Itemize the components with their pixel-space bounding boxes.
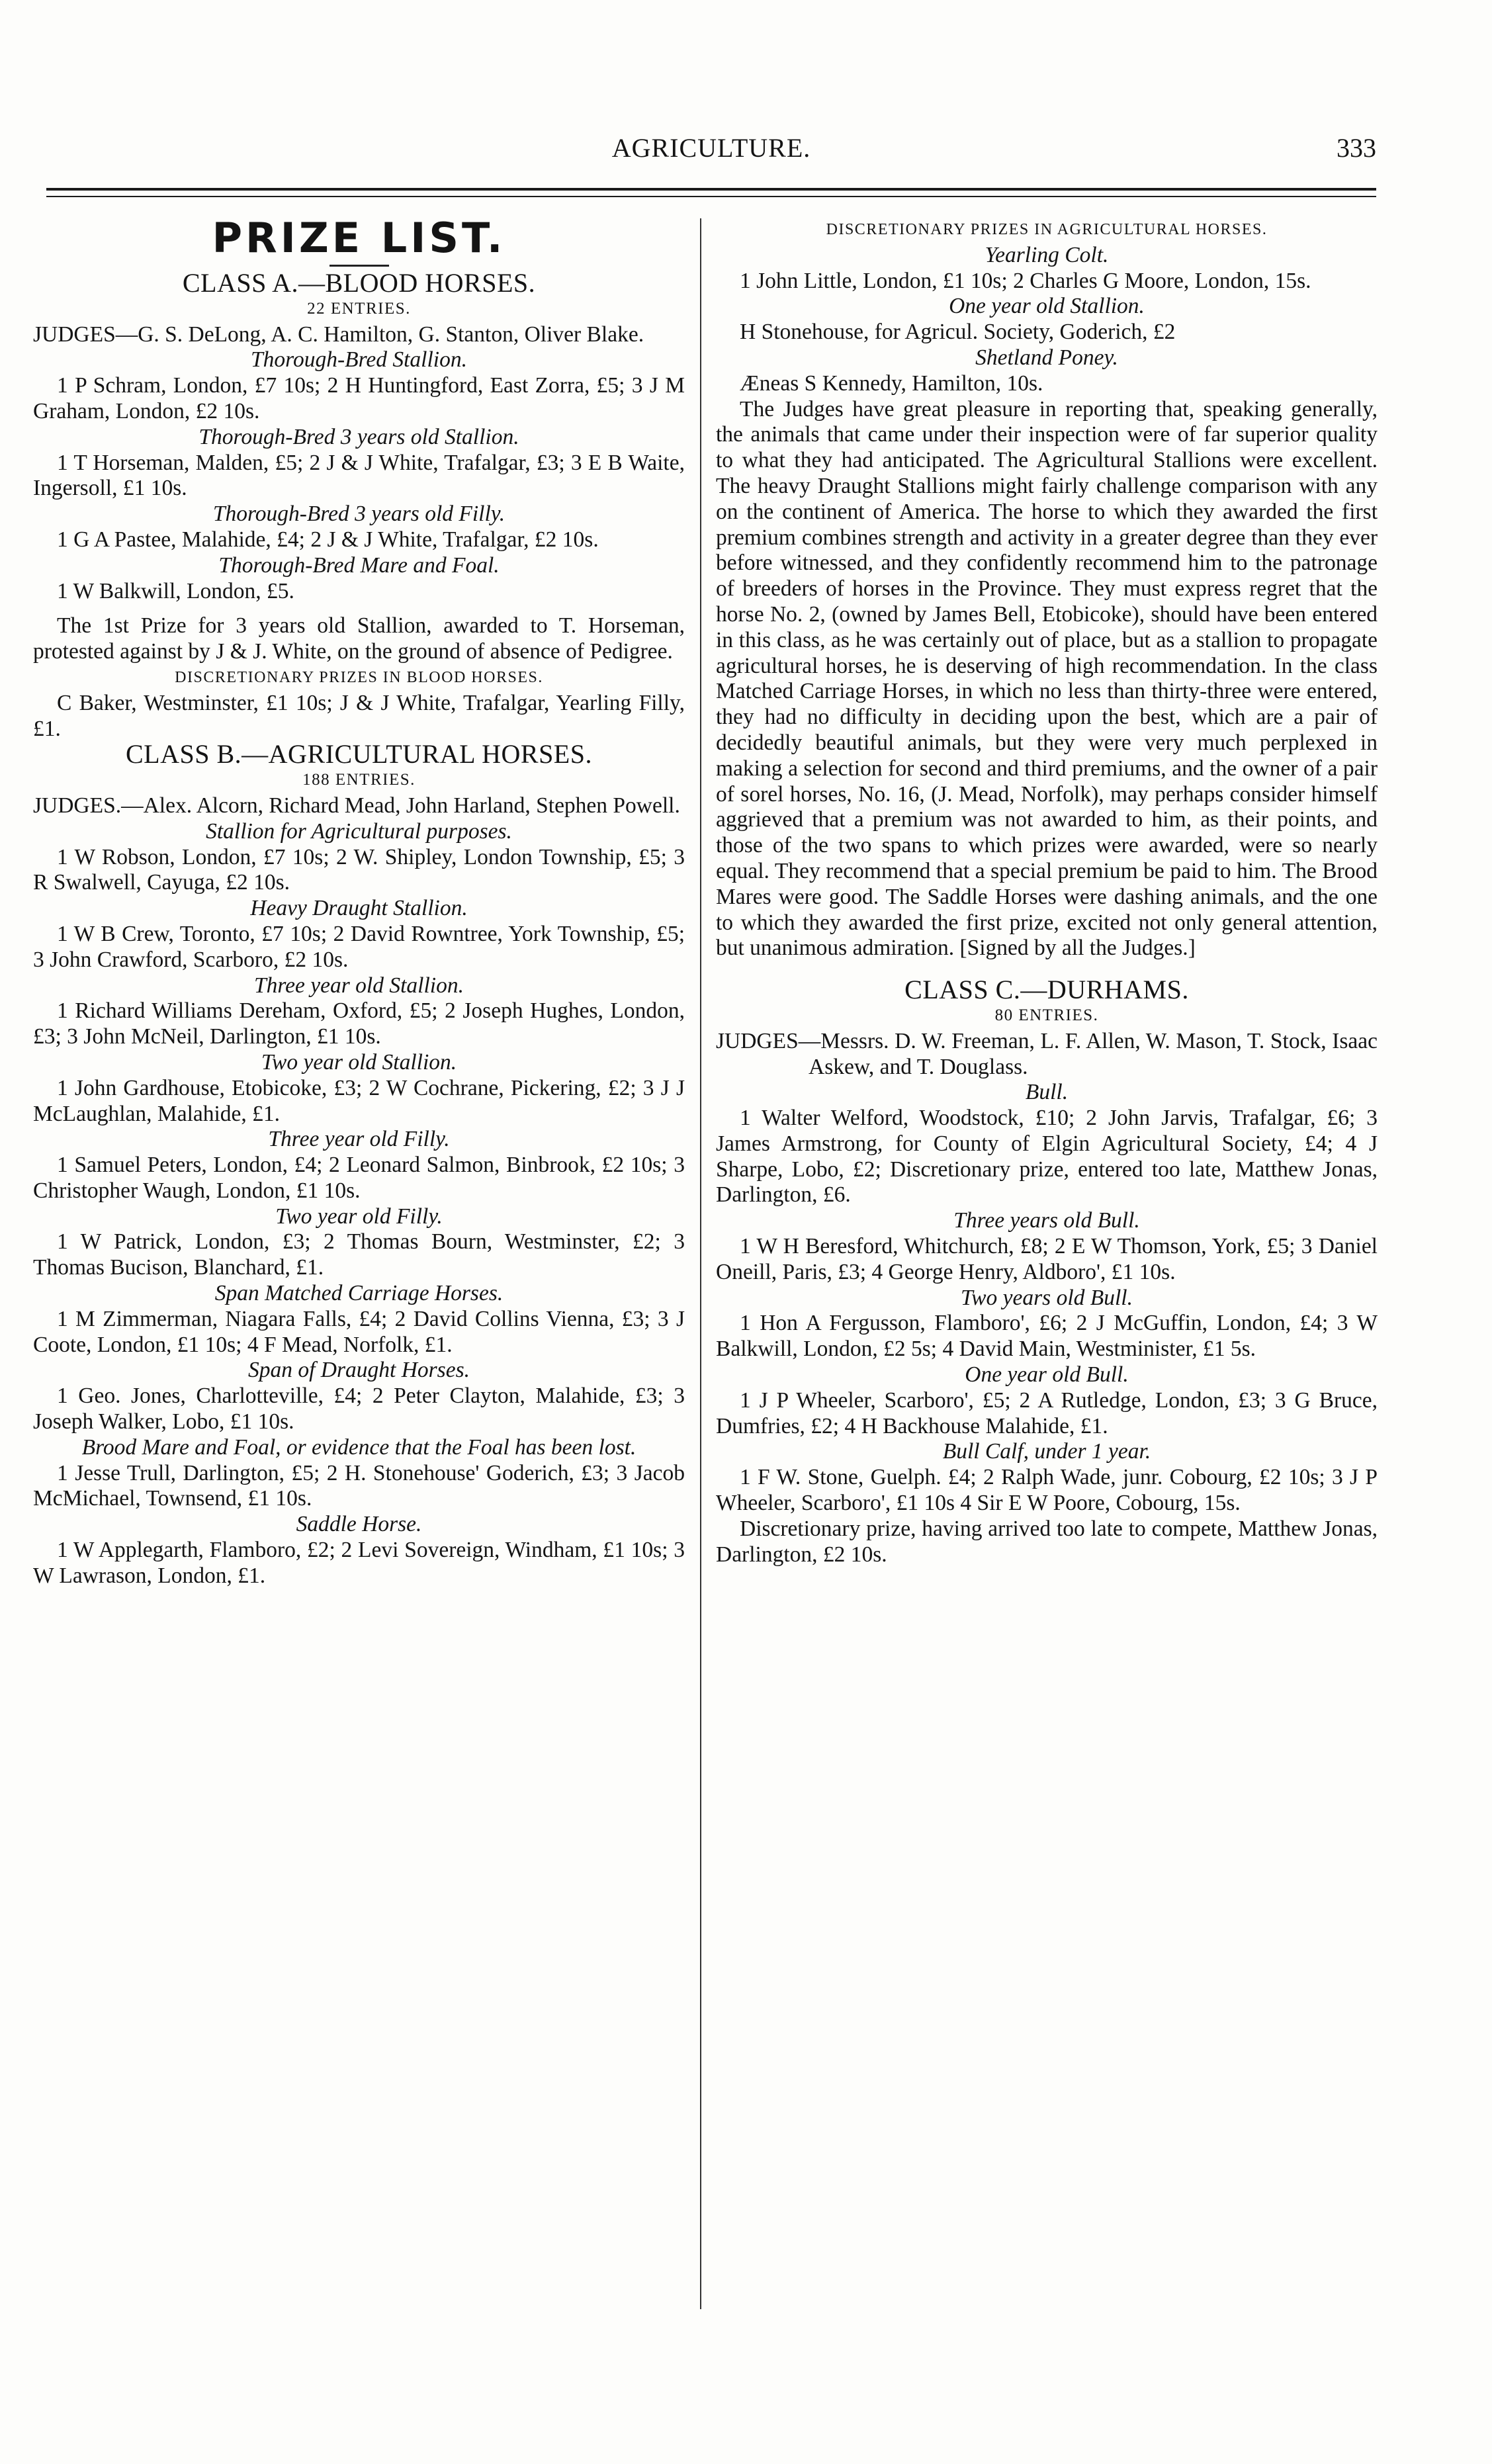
- subheading: Stallion for Agricultural purposes.: [206, 818, 512, 844]
- class-a-entries: 22 ENTRIES.: [307, 299, 411, 318]
- prize-entry: 1 W H Beresford, Whitchurch, £8; 2 E W Thomson, York, £5; 3 Daniel Oneill, Paris, £3; 4 George Henry, Aldboro', £1 10s.: [716, 1234, 1378, 1284]
- left-column: [33, 212, 685, 1589]
- page-number: 333: [1337, 133, 1376, 163]
- subheading: Two year old Filly.: [275, 1204, 443, 1229]
- class-a-heading: CLASS A.—BLOOD HORSES.: [182, 268, 536, 298]
- prize-entry: 1 M Zimmerman, Niagara Falls, £4; 2 David Collins Vienna, £3; 3 J Coote, London, £1 10s; 4 F Mead, Norfolk, £1.: [33, 1306, 685, 1357]
- prize-entry: 1 Hon A Fergusson, Flamboro', £6; 2 J McGuffin, London, £4; 3 W Balkwill, London, £2 5s; 4 David Main, Westminister, £1 5s.: [716, 1311, 1378, 1362]
- prize-entry: 1 W Patrick, London, £3; 2 Thomas Bourn, Westminster, £2; 3 Thomas Bucison, Blanchard, £1.: [33, 1229, 685, 1280]
- prize-entry: Æneas S Kennedy, Hamilton, 10s.: [740, 371, 1043, 396]
- prize-entry: 1 Walter Welford, Woodstock, £10; 2 John Jarvis, Trafalgar, £6; 3 James Armstrong, for County of Elgin Agricultural Society, £4; 4 J Sharpe, Lobo, £2; Discretionary prize, entered too late, Matthew Jonas, Darlington, £6.: [716, 1106, 1378, 1208]
- prize-entry: 1 Samuel Peters, London, £4; 2 Leonard Salmon, Binbrook, £2 10s; 3 Christopher Waugh, London, £1 10s.: [33, 1153, 685, 1203]
- subheading: Two years old Bull.: [961, 1285, 1133, 1310]
- prize-entry: 1 Richard Williams Dereham, Oxford, £5; 2 Joseph Hughes, London, £3; 3 John McNeil, Darlington, £1 10s.: [33, 998, 685, 1049]
- subheading: One year old Stallion.: [949, 294, 1145, 319]
- subheading: One year old Bull.: [965, 1362, 1129, 1387]
- subheading: Thorough-Bred Stallion.: [251, 347, 467, 373]
- subheading: Thorough-Bred 3 years old Filly.: [212, 502, 505, 527]
- subheading: Span of Draught Horses.: [247, 1358, 470, 1383]
- subheading: Shetland Poney.: [975, 345, 1118, 370]
- subheading: Three years old Bull.: [953, 1208, 1140, 1233]
- prize-entry: 1 P Schram, London, £7 10s; 2 H Huntingford, East Zorra, £5; 3 J M Graham, London, £2 10s.: [33, 373, 685, 423]
- running-header: [46, 132, 1376, 172]
- title-rule: [329, 265, 389, 267]
- subheading: Two year old Stallion.: [261, 1049, 457, 1075]
- subheading: Bull.: [1025, 1080, 1069, 1105]
- subheading: Bull Calf, under 1 year.: [942, 1439, 1151, 1464]
- prize-entry: 1 T Horseman, Malden, £5; 2 J & J White, Trafalgar, £3; 3 E B Waite, Ingersoll, £1 10s.: [33, 450, 685, 501]
- prize-list-title: PRIZE LIST.: [212, 214, 506, 262]
- discretionary-heading: DISCRETIONARY PRIZES IN AGRICULTURAL HORSES.: [826, 221, 1268, 238]
- prize-entry: 1 John Gardhouse, Etobicoke, £3; 2 W Cochrane, Pickering, £2; 3 J J McLaughlan, Malahide, £1.: [33, 1075, 685, 1126]
- class-b-entries: 188 ENTRIES.: [302, 771, 416, 789]
- subheading: Three year old Filly.: [268, 1127, 450, 1152]
- prize-entry: 1 Geo. Jones, Charlotteville, £4; 2 Peter Clayton, Malahide, £3; 3 Joseph Walker, Lobo, £1 10s.: [33, 1384, 685, 1434]
- prize-entry: 1 Jesse Trull, Darlington, £5; 2 H. Stonehouse' Goderich, £3; 3 Jacob McMichael, Townsend, £1 10s.: [33, 1460, 685, 1511]
- prize-entry: 1 John Little, London, £1 10s; 2 Charles G Moore, London, 15s.: [740, 268, 1311, 293]
- prize-entry: 1 G A Pastee, Malahide, £4; 2 J & J White, Trafalgar, £2 10s.: [57, 527, 599, 552]
- subheading: Thorough-Bred 3 years old Stallion.: [198, 424, 519, 449]
- class-a-judges: JUDGES—G. S. DeLong, A. C. Hamilton, G. Stanton, Oliver Blake.: [33, 322, 644, 347]
- prize-entry: 1 W Balkwill, London, £5.: [57, 578, 294, 603]
- subheading: Span Matched Carriage Horses.: [214, 1281, 504, 1306]
- class-c-heading: CLASS C.—DURHAMS.: [904, 975, 1189, 1005]
- subheading: Three year old Stallion.: [254, 973, 464, 998]
- header-rule-thick: [46, 188, 1376, 191]
- subheading: Heavy Draught Stallion.: [250, 896, 468, 921]
- subheading: Saddle Horse.: [296, 1512, 422, 1537]
- prize-entry: 1 W B Crew, Toronto, £7 10s; 2 David Rowntree, York Township, £5; 3 John Crawford, Scarboro, £2 10s.: [33, 921, 685, 972]
- discretionary-heading: DISCRETIONARY PRIZES IN BLOOD HORSES.: [175, 668, 543, 686]
- column-divider: [700, 218, 701, 2309]
- prize-entry: 1 W Applegarth, Flamboro, £2; 2 Levi Sovereign, Windham, £1 10s; 3 W Lawrason, London, £1.: [33, 1538, 685, 1588]
- running-title: AGRICULTURE.: [611, 133, 811, 163]
- prize-entry: H Stonehouse, for Agricul. Society, Goderich, £2: [740, 320, 1176, 345]
- prize-entry: Discretionary prize, having arrived too late to compete, Matthew Jonas, Darlington, £2 10s.: [716, 1516, 1378, 1567]
- prize-entry: 1 F W. Stone, Guelph. £4; 2 Ralph Wade, junr. Cobourg, £2 10s; 3 J P Wheeler, Scarboro', £1 10s 4 Sir E W Poore, Cobourg, 15s.: [716, 1465, 1378, 1516]
- judges-report: The Judges have great pleasure in reporting that, speaking generally, the animals that came under their inspection were of far superior quality to what they had anticipated. The Agricultural Stallions were excellent. The heavy Draught Stallions might fairly challenge comparison with any on the continent of America. The horse to which they awarded the first premium combines strength and activity in a greater degree than they ever before witnessed, and they confidently recommend him to the patronage of breeders of horses in the Province. They must express regret that the horse No. 2, (owned by James Bell, Etobicoke), should have been entered in this class, as he was certainly out of place, but as a stallion to propagate agricultural horses, he is deserving of high recommendation. In the class Matched Carriage Horses, in which no less than thirty-three were entered, they had no difficulty in deciding upon the best, which are a pair of decidedly beautiful animals, but they were very much perplexed in making a selection for second and third premiums, and the owner of a pair of sorel horses, No. 16, (J. Mead, Norfolk), may perhaps consider himself aggrieved that a premium was not awarded to him, as their points, and those of the two spans to which prizes were awarded, were so nearly equal. They recommend that a special premium be paid to him. The Brood Mares were good. The Saddle Horses were dashing animals, and the one to which they awarded the first prize, excited not only general attention, but unanimous admiration. [Signed by all the Judges.]: [716, 396, 1378, 961]
- prize-entry: 1 J P Wheeler, Scarboro', £5; 2 A Rutledge, London, £3; 3 G Bruce, Dumfries, £2; 4 H Backhouse Malahide, £1.: [716, 1387, 1378, 1438]
- prize-entry: 1 W Robson, London, £7 10s; 2 W. Shipley, London Township, £5; 3 R Swalwell, Cayuga, £2 10s.: [33, 844, 685, 895]
- prize-entry: C Baker, Westminster, £1 10s; J & J White, Trafalgar, Yearling Filly, £1.: [33, 690, 685, 741]
- right-column: [716, 212, 1378, 1567]
- header-rule-thin: [46, 196, 1376, 197]
- class-c-entries: 80 ENTRIES.: [994, 1006, 1099, 1024]
- subheading: Thorough-Bred Mare and Foal.: [218, 552, 500, 578]
- subheading: Brood Mare and Foal, or evidence that the Foal has been lost.: [81, 1434, 636, 1460]
- class-b-heading: CLASS B.—AGRICULTURAL HORSES.: [126, 739, 592, 770]
- class-c-judges: JUDGES—Messrs. D. W. Freeman, L. F. Allen, W. Mason, T. Stock, Isaac Askew, and T. Douglass.: [716, 1028, 1378, 1079]
- subheading: Yearling Colt.: [985, 242, 1109, 267]
- class-b-judges: JUDGES.—Alex. Alcorn, Richard Mead, John Harland, Stephen Powell.: [33, 793, 680, 818]
- protest-note: The 1st Prize for 3 years old Stallion, awarded to T. Horseman, protested against by J & J. White, on the ground of absence of Pedigree.: [33, 613, 685, 664]
